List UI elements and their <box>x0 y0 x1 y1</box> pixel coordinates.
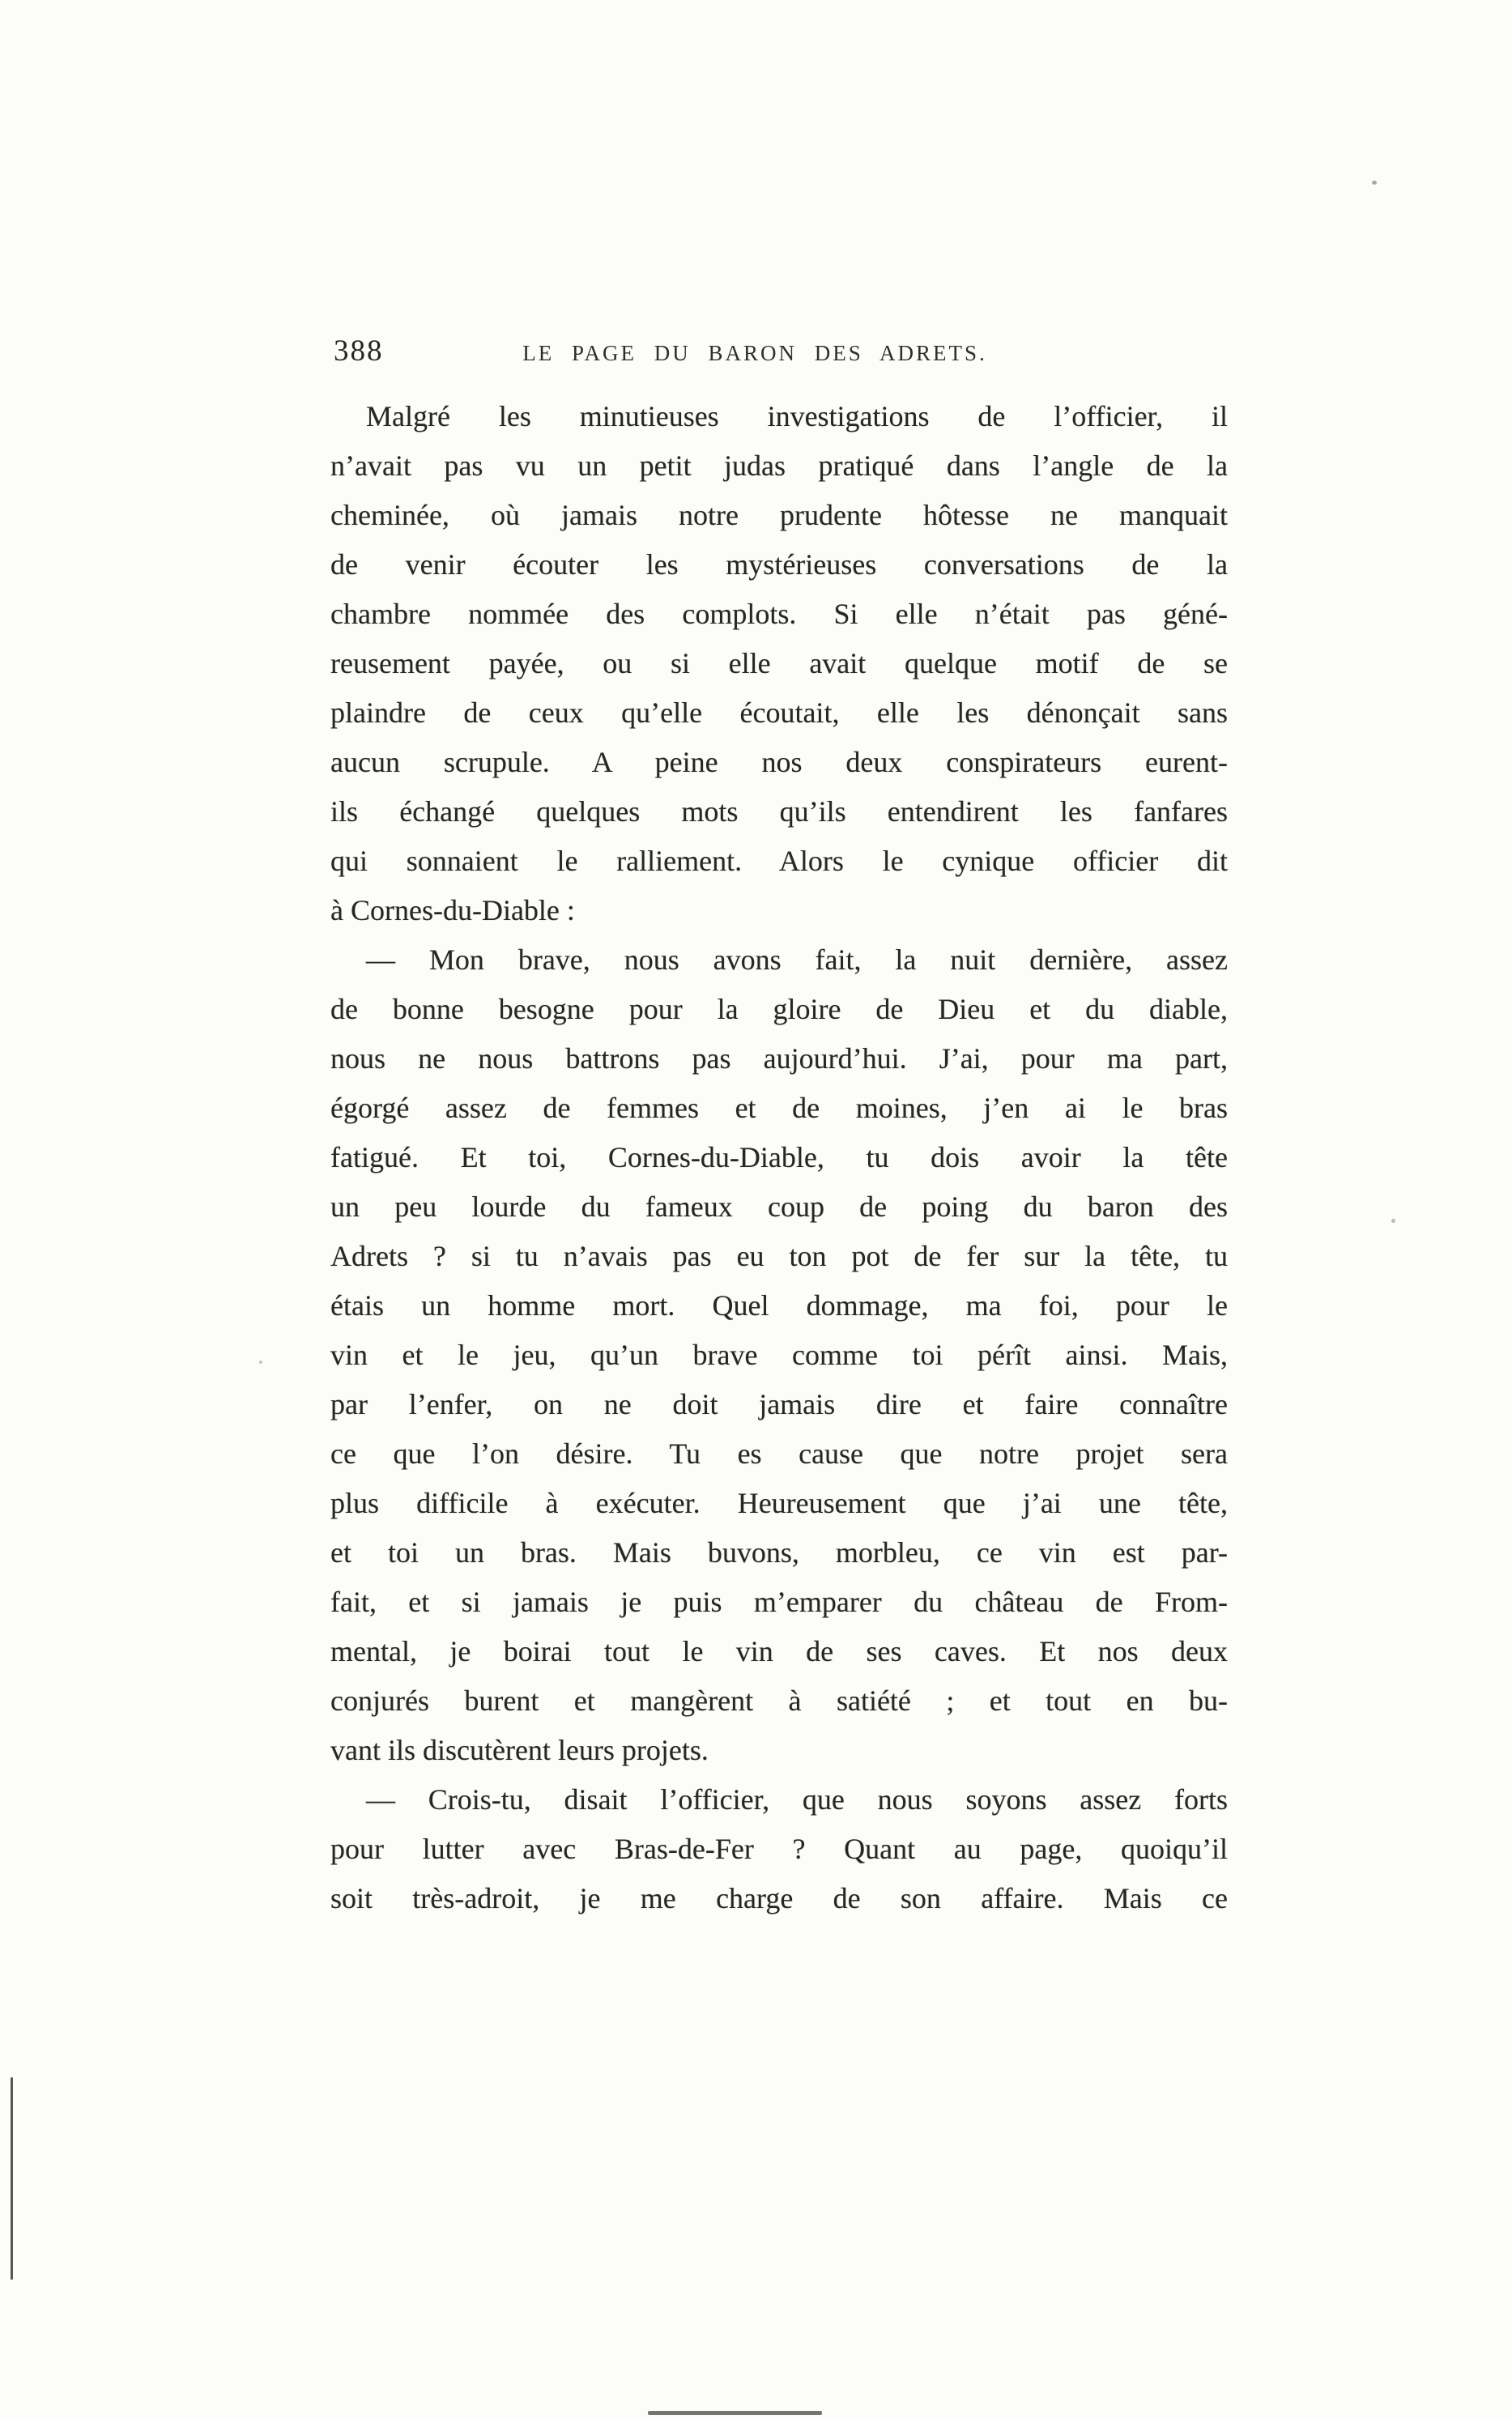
text-line: vant ils discutèrent leurs projets. <box>330 1734 709 1766</box>
text-line: nous ne nous battrons pas aujourd’hui. J’ai, pour ma part, <box>330 1042 1228 1075</box>
text-line: ce que l’on désire. Tu es cause que notre projet sera <box>330 1437 1228 1470</box>
text-line: et toi un bras. Mais buvons, morbleu, ce vin est par- <box>330 1536 1228 1569</box>
text-line: cheminée, où jamais notre prudente hôtesse ne manquait <box>330 499 1228 531</box>
running-title: LE PAGE DU BARON DES ADRETS. <box>522 341 987 365</box>
text-line: mental, je boirai tout le vin de ses caves. Et nos deux <box>330 1635 1228 1667</box>
text-line: fait, et si jamais je puis m’emparer du château de From- <box>330 1586 1228 1618</box>
text-line: de bonne besogne pour la gloire de Dieu et du diable, <box>330 993 1228 1025</box>
text-line: qui sonnaient le ralliement. Alors le cynique officier dit <box>330 845 1228 877</box>
page-number: 388 <box>334 334 384 368</box>
text-line: — Crois-tu, disait l’officier, que nous soyons assez forts <box>366 1783 1228 1816</box>
scan-speck <box>1372 181 1377 185</box>
text-line: par l’enfer, on ne doit jamais dire et faire connaître <box>330 1388 1228 1420</box>
page-header <box>330 330 1228 366</box>
paragraph <box>330 1775 1228 1923</box>
scan-artifact-left-line <box>11 2077 13 2280</box>
text-line: aucun scrupule. A peine nos deux conspirateurs eurent- <box>330 746 1228 778</box>
text-line: étais un homme mort. Quel dommage, ma foi, pour le <box>330 1289 1228 1322</box>
text-line: reusement payée, ou si elle avait quelque motif de se <box>330 647 1228 679</box>
scan-artifact-bottom-line <box>648 2411 822 2415</box>
text-line: plus difficile à exécuter. Heureusement que j’ai une tête, <box>330 1487 1228 1519</box>
text-line: pour lutter avec Bras-de-Fer ? Quant au page, quoiqu’il <box>330 1833 1228 1865</box>
paragraph <box>330 935 1228 1775</box>
body-text <box>330 392 1228 1923</box>
text-line: un peu lourde du fameux coup de poing du baron des <box>330 1190 1228 1223</box>
text-line: chambre nommée des complots. Si elle n’était pas géné- <box>330 598 1228 630</box>
text-line: — Mon brave, nous avons fait, la nuit dernière, assez <box>366 943 1228 976</box>
text-line: vin et le jeu, qu’un brave comme toi pérît ainsi. Mais, <box>330 1339 1228 1371</box>
text-line: égorgé assez de femmes et de moines, j’en ai le bras <box>330 1092 1228 1124</box>
text-line: ils échangé quelques mots qu’ils entendirent les fanfares <box>330 795 1228 828</box>
text-line: conjurés burent et mangèrent à satiété ; et tout en bu- <box>330 1684 1228 1717</box>
text-line: de venir écouter les mystérieuses conversations de la <box>330 548 1228 581</box>
text-line: à Cornes-du-Diable : <box>330 894 575 926</box>
text-line: Adrets ? si tu n’avais pas eu ton pot de fer sur la tête, tu <box>330 1240 1228 1272</box>
scan-speck <box>259 1361 262 1364</box>
text-block <box>330 330 1228 1923</box>
paragraph <box>330 392 1228 935</box>
text-line: Malgré les minutieuses investigations de l’officier, il <box>366 400 1228 432</box>
text-line: soit très-adroit, je me charge de son affaire. Mais ce <box>330 1882 1228 1914</box>
scan-speck <box>1391 1219 1395 1223</box>
text-line: n’avait pas vu un petit judas pratiqué dans l’angle de la <box>330 449 1228 482</box>
text-line: plaindre de ceux qu’elle écoutait, elle les dénonçait sans <box>330 696 1228 729</box>
text-line: fatigué. Et toi, Cornes-du-Diable, tu dois avoir la tête <box>330 1141 1228 1173</box>
